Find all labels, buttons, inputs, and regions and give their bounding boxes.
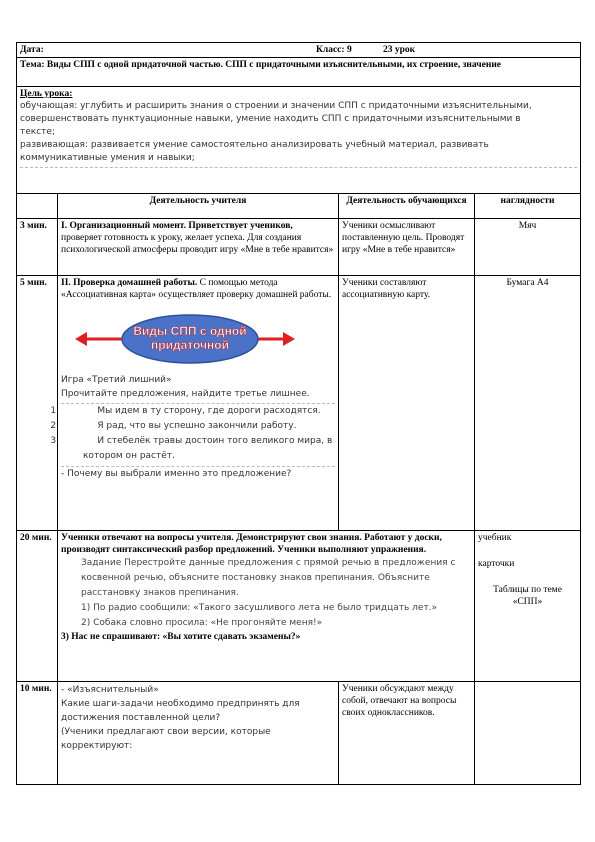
col-students: Деятельность обучающихся xyxy=(339,194,475,219)
visual-aid: Таблицы по теме «СПП» xyxy=(493,585,562,607)
question-text: - Почему вы выбрали именно это предложение? xyxy=(61,469,292,479)
stage-row xyxy=(17,531,581,682)
col-teacher: Деятельность учителя xyxy=(58,194,339,219)
sentence-list xyxy=(50,404,335,464)
oval-text-line1: Виды СПП с одной xyxy=(133,324,247,338)
visual-aid: Бумага А4 xyxy=(475,276,581,531)
stage-time: 20 мин. xyxy=(17,531,58,682)
stage-row xyxy=(17,682,581,785)
visual-aid: Мяч xyxy=(475,219,581,276)
stage-text: Ученики отвечают на вопросы учителя. Демонстрируют свои знания. Работают у доски, производят синтаксический разбор предложений. Ученики выполняют упражнения. xyxy=(61,533,442,555)
stage-text: - «Изъяснительный» xyxy=(61,685,159,695)
stage-time: 3 мин. xyxy=(17,219,58,276)
stage-row xyxy=(17,219,581,276)
right-arrow-icon xyxy=(283,332,295,346)
game-task: Прочитайте предложения, найдите третье лишнее. xyxy=(61,389,310,399)
lesson-table xyxy=(16,42,581,785)
left-arrow-icon xyxy=(75,332,87,346)
header-row xyxy=(17,43,581,58)
stage-time: 10 мин. xyxy=(17,682,58,785)
divider xyxy=(20,167,577,168)
goal-line: обучающая: углубить и расширить знания о строении и значении СПП с придаточными изъяснительными, xyxy=(20,101,532,111)
lesson-plan xyxy=(16,42,580,785)
association-map-diagram xyxy=(61,309,336,369)
stage-text: Какие шаги-задачи необходимо предпринять для достижения поставленной цели? xyxy=(61,699,300,723)
class-label: Класс: 9 xyxy=(316,45,352,55)
list-item: 2. Я рад, что вы успешно закончили работу. xyxy=(50,421,297,431)
students-activity: Ученики обсуждают между собой, отвечают на вопросы своих одноклассников. xyxy=(339,682,475,785)
game-title: Игра «Третий лишний» xyxy=(61,375,172,385)
goal-line: развивающая: развивается умение самостоятельно анализировать учебный материал, развивать xyxy=(20,140,489,150)
oval-text-line2: придаточной xyxy=(151,338,229,352)
theme-row xyxy=(17,58,581,87)
goals-row xyxy=(17,87,581,194)
stage-time: 5 мин. xyxy=(17,276,58,531)
task-item: 2) Собака словно просила: «Не прогоняйте меня!» xyxy=(81,618,323,628)
students-activity: Ученики осмысливают поставленную цель. Проводят игру «Мне в тебе нравится» xyxy=(339,219,475,276)
goal-line: тексте; xyxy=(20,127,55,137)
lesson-label: 23 урок xyxy=(383,45,416,55)
goal-line: коммуникативные умения и навыки; xyxy=(20,153,195,163)
goals-title: Цель урока: xyxy=(20,89,73,99)
question-text: 3) Нас не спрашивают: «Вы хотите сдавать экзамены?» xyxy=(61,632,301,642)
stage-title: II. Проверка домашней работы. xyxy=(61,278,198,288)
visual-aid: карточки xyxy=(478,559,515,569)
visual-aid: учебник xyxy=(478,533,512,543)
lesson-theme: Тема: Виды СПП с одной придаточной частью. СПП с придаточными изъяснительными, их строение, значение xyxy=(17,58,581,87)
date-label: Дата: xyxy=(20,45,44,55)
goal-line: совершенствовать пунктуационные навыки, умение находить СПП с придаточными изъяснительными в xyxy=(20,114,521,124)
task-text: Задание Перестройте данные предложения с прямой речью в предложения с косвенной речью, объясните постановку знаков препинания. Объясните расстановку знаков препинания. xyxy=(81,558,456,598)
stage-text: С помощью метода «Ассоциативная карта» осуществляет проверку домашней работы. xyxy=(61,278,332,300)
stage-title: I. Организационный момент. Приветствует учеников, xyxy=(61,221,293,231)
stage-text: (Ученики предлагают свои версии, которые корректируют: xyxy=(61,727,271,751)
col-visual: наглядности xyxy=(475,194,581,219)
task-item: 1) По радио сообщили: «Такого засушливого лета не было тридцать лет.» xyxy=(81,603,438,613)
stage-text: проверяет готовность к уроку, желает успеха. Для создания психологической атмосферы проводит игру «Мне в тебе нравится» xyxy=(61,233,334,255)
column-header-row xyxy=(17,194,581,219)
visual-aid xyxy=(475,682,581,785)
list-item: 3. И стебелёк травы достоин того великого мира, в котором он растёт. xyxy=(50,436,333,461)
list-item: 1. Мы идем в ту сторону, где дороги расходятся. xyxy=(50,406,321,416)
students-activity: Ученики составляют ассоциативную карту. xyxy=(339,276,475,531)
association-map xyxy=(61,309,335,369)
stage-row xyxy=(17,276,581,531)
